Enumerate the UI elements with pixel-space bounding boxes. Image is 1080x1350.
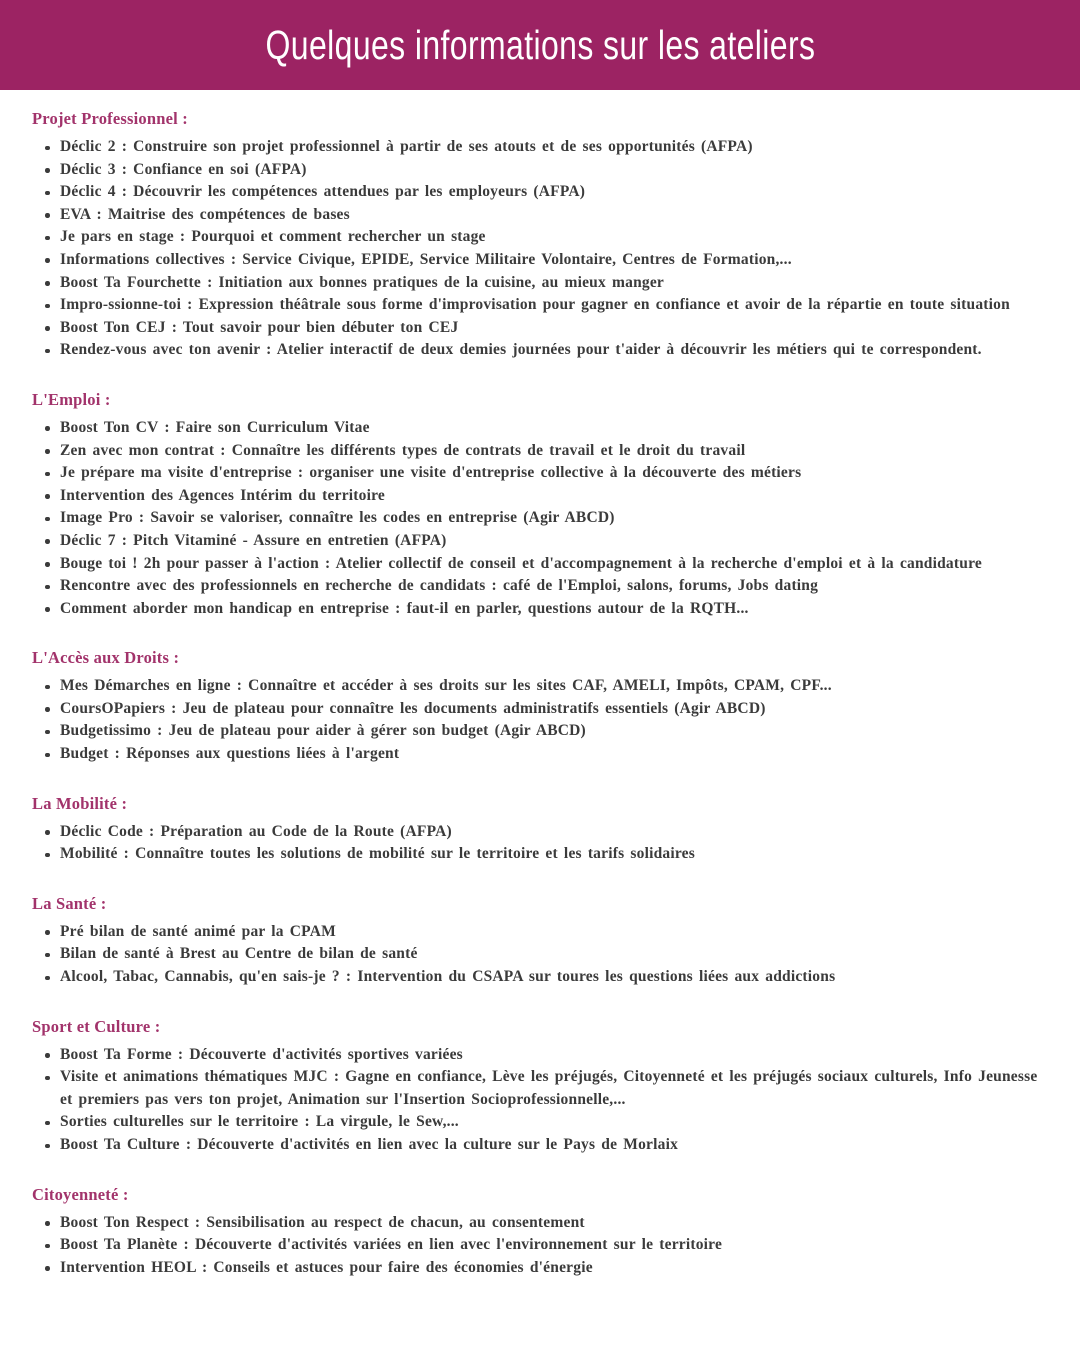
workshop-section — [32, 1015, 1050, 1157]
list-item: Intervention HEOL : Conseils et astuces pour faire des économies d'énergie — [32, 1257, 1050, 1280]
workshop-section — [32, 1183, 1050, 1280]
list-item: EVA : Maitrise des compétences de bases — [32, 204, 1050, 227]
section-list — [32, 921, 1050, 989]
list-item: Boost Ta Forme : Découverte d'activités sportives variées — [32, 1044, 1050, 1067]
list-item: Comment aborder mon handicap en entreprise : faut-il en parler, questions autour de la RQTH... — [32, 598, 1050, 621]
workshop-section — [32, 388, 1050, 620]
list-item: Alcool, Tabac, Cannabis, qu'en sais-je ? : Intervention du CSAPA sur toures les questions liées aux addictions — [32, 966, 1050, 989]
section-list — [32, 675, 1050, 765]
list-item: Pré bilan de santé animé par la CPAM — [32, 921, 1050, 944]
workshop-section — [32, 107, 1050, 362]
list-item: Image Pro : Savoir se valoriser, connaître les codes en entreprise (Agir ABCD) — [32, 507, 1050, 530]
list-item: Je pars en stage : Pourquoi et comment rechercher un stage — [32, 226, 1050, 249]
list-item: Déclic Code : Préparation au Code de la Route (AFPA) — [32, 821, 1050, 844]
section-heading: L'Emploi : — [32, 389, 111, 409]
workshop-section — [32, 792, 1050, 866]
list-item: Boost Ton CV : Faire son Curriculum Vitae — [32, 417, 1050, 440]
list-item: Zen avec mon contrat : Connaître les différents types de contrats de travail et le droit du travail — [32, 440, 1050, 463]
workshop-info-content — [0, 90, 1080, 1279]
header-banner — [0, 0, 1080, 90]
section-heading: La Santé : — [32, 893, 107, 913]
section-heading: Citoyenneté : — [32, 1184, 129, 1204]
section-heading: Sport et Culture : — [32, 1016, 161, 1036]
workshop-section — [32, 646, 1050, 765]
section-list — [32, 821, 1050, 866]
section-heading: La Mobilité : — [32, 793, 128, 813]
list-item: Déclic 3 : Confiance en soi (AFPA) — [32, 159, 1050, 182]
page-title: Quelques informations sur les ateliers — [265, 21, 815, 68]
list-item: Mes Démarches en ligne : Connaître et accéder à ses droits sur les sites CAF, AMELI, Impôts, CPAM, CPF... — [32, 675, 1050, 698]
list-item: Visite et animations thématiques MJC : Gagne en confiance, Lève les préjugés, Citoyenneté et les préjugés sociaux culturels, Info Jeunesse et premiers pas vers ton projet, Animation sur l'Insertion Socioprofessionnelle,... — [32, 1066, 1050, 1111]
list-item: Informations collectives : Service Civique, EPIDE, Service Militaire Volontaire, Centres de Formation,... — [32, 249, 1050, 272]
list-item: Sorties culturelles sur le territoire : La virgule, le Sew,... — [32, 1111, 1050, 1134]
list-item: Bilan de santé à Brest au Centre de bilan de santé — [32, 943, 1050, 966]
list-item: Impro-ssionne-toi : Expression théâtrale sous forme d'improvisation pour gagner en confiance et avoir de la répartie en toute situation — [32, 294, 1050, 317]
list-item: Budget : Réponses aux questions liées à l'argent — [32, 743, 1050, 766]
section-list — [32, 417, 1050, 620]
list-item: Boost Ta Fourchette : Initiation aux bonnes pratiques de la cuisine, au mieux manger — [32, 272, 1050, 295]
list-item: Intervention des Agences Intérim du territoire — [32, 485, 1050, 508]
section-heading: L'Accès aux Droits : — [32, 648, 180, 668]
list-item: Boost Ta Planète : Découverte d'activités variées en lien avec l'environnement sur le territoire — [32, 1234, 1050, 1257]
section-list — [32, 136, 1050, 362]
list-item: Déclic 4 : Découvrir les compétences attendues par les employeurs (AFPA) — [32, 181, 1050, 204]
section-list — [32, 1212, 1050, 1280]
section-heading: Projet Professionnel : — [32, 109, 188, 128]
list-item: Déclic 2 : Construire son projet professionnel à partir de ses atouts et de ses opportunités (AFPA) — [32, 136, 1050, 159]
list-item: Je prépare ma visite d'entreprise : organiser une visite d'entreprise collective à la découverte des métiers — [32, 462, 1050, 485]
list-item: Rendez-vous avec ton avenir : Atelier interactif de deux demies journées pour t'aider à découvrir les métiers qui te correspondent. — [32, 339, 1050, 362]
list-item: Boost Ton Respect : Sensibilisation au respect de chacun, au consentement — [32, 1212, 1050, 1235]
section-list — [32, 1044, 1050, 1157]
list-item: Boost Ta Culture : Découverte d'activités en lien avec la culture sur le Pays de Morlaix — [32, 1134, 1050, 1157]
list-item: Rencontre avec des professionnels en recherche de candidats : café de l'Emploi, salons, forums, Jobs dating — [32, 575, 1050, 598]
list-item: Bouge toi ! 2h pour passer à l'action : Atelier collectif de conseil et d'accompagnement à la recherche d'emploi et à la candidature — [32, 553, 1050, 576]
list-item: CoursOPapiers : Jeu de plateau pour connaître les documents administratifs essentiels (Agir ABCD) — [32, 698, 1050, 721]
workshop-section — [32, 892, 1050, 989]
list-item: Boost Ton CEJ : Tout savoir pour bien débuter ton CEJ — [32, 317, 1050, 340]
list-item: Déclic 7 : Pitch Vitaminé - Assure en entretien (AFPA) — [32, 530, 1050, 553]
list-item: Mobilité : Connaître toutes les solutions de mobilité sur le territoire et les tarifs solidaires — [32, 843, 1050, 866]
list-item: Budgetissimo : Jeu de plateau pour aider à gérer son budget (Agir ABCD) — [32, 720, 1050, 743]
